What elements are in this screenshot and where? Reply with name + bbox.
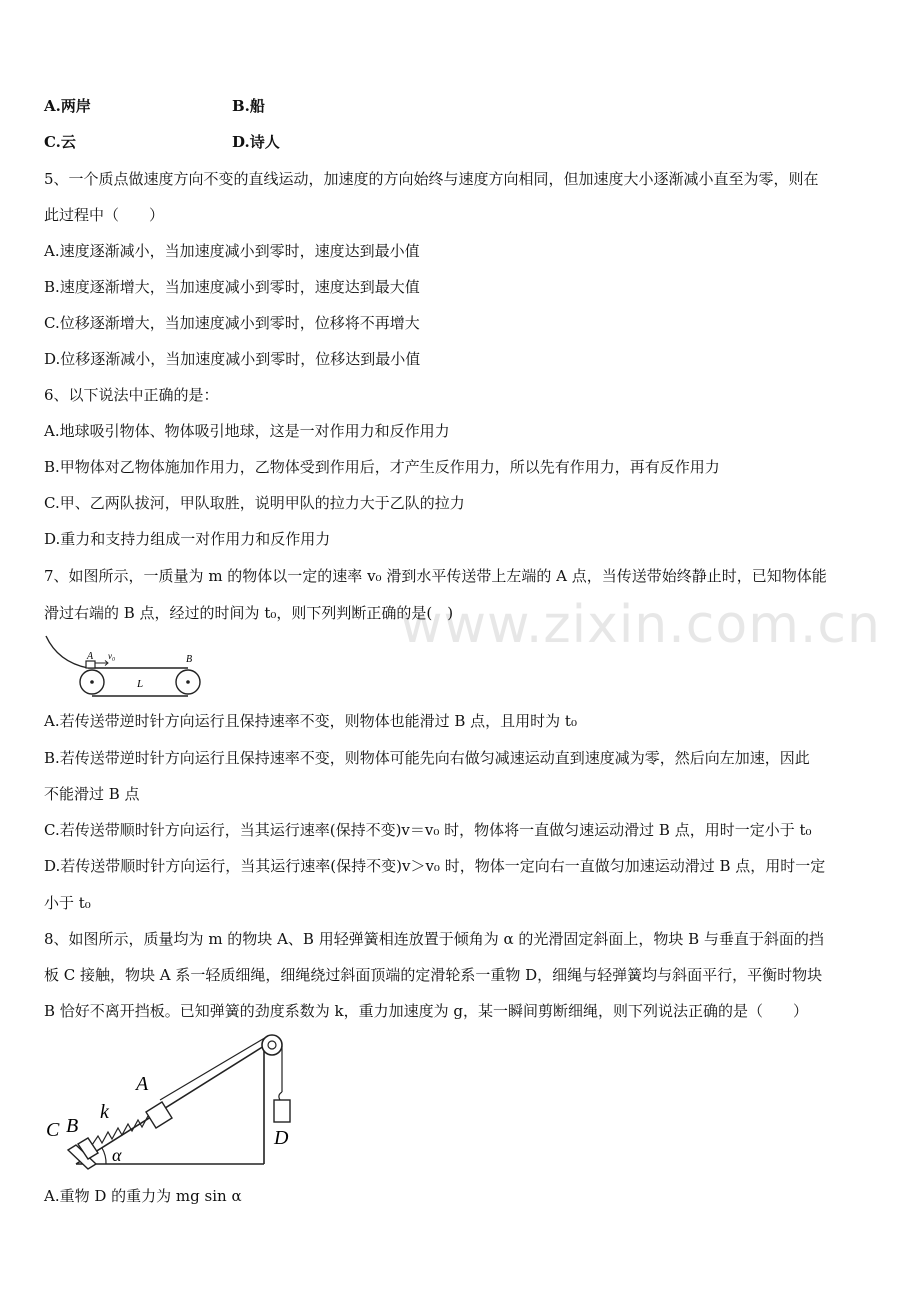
fig8-label-c: C (46, 1119, 60, 1141)
q7-option-d-line1: D.若传送带顺时针方向运行，当其运行速率(保持不变)v＞v₀ 时，物体一定向右一直做匀加速运动滑过 B 点，用时一定 (44, 857, 826, 875)
q6-option-b: B.甲物体对乙物体施加作用力，乙物体受到作用后，才产生反作用力，所以先有作用力，再有反作用力 (44, 458, 720, 476)
q7-option-c: C.若传送带顺时针方向运行，当其运行速率(保持不变)v＝v₀ 时，物体将一直做匀速运动滑过 B 点，用时一定小于 t₀ (44, 821, 812, 839)
q8-stem-line2: 板 C 接触，物块 A 系一轻质细绳，细绳绕过斜面顶端的定滑轮系一重物 D，细绳与轻弹簧均与斜面平行，平衡时物块 (44, 966, 823, 984)
fig8-label-k: k (100, 1101, 109, 1123)
watermark: www.zixin.com.cn (400, 595, 881, 655)
q7-option-a: A.若传送带逆时针方向运行且保持速率不变，则物体也能滑过 B 点，且用时为 t₀ (44, 712, 577, 730)
q5-stem-line2: 此过程中（ ） (44, 206, 165, 224)
q4-option-d: D.诗人 (232, 133, 280, 151)
q8-stem-line1: 8、如图所示，质量均为 m 的物块 A、B 用轻弹簧相连放置于倾角为 α 的光滑固定斜面上，物块 B 与垂直于斜面的挡 (44, 930, 824, 948)
q7-option-b-line2: 不能滑过 B 点 (44, 785, 140, 803)
q6-option-c: C.甲、乙两队拔河，甲队取胜，说明甲队的拉力大于乙队的拉力 (44, 494, 465, 512)
fig7-label-l: L (137, 678, 144, 690)
q7-option-d-line2: 小于 t₀ (44, 894, 91, 912)
q6-stem: 6、以下说法中正确的是： (44, 386, 219, 404)
q4-option-a: A.两岸 (44, 97, 91, 115)
fig8-label-alpha: α (112, 1145, 122, 1165)
fig7-label-a: A (87, 651, 94, 662)
q6-option-d: D.重力和支持力组成一对作用力和反作用力 (44, 530, 331, 548)
q4-option-c: C.云 (44, 133, 76, 151)
conveyor-belt-figure (40, 632, 210, 704)
fig8-label-b: B (66, 1115, 79, 1137)
incline-figure (42, 1032, 302, 1172)
fig8-label-a: A (136, 1073, 149, 1095)
q4-option-b: B.船 (232, 97, 265, 115)
q8-stem-line3: B 恰好不离开挡板。已知弹簧的劲度系数为 k，重力加速度为 g，某一瞬间剪断细绳，则下列说法正确的是（ ） (44, 1002, 809, 1020)
q7-stem-line2: 滑过右端的 B 点，经过的时间为 t₀，则下列判断正确的是( ) (44, 604, 454, 622)
q8-option-a: A.重物 D 的重力为 mg sin α (44, 1187, 242, 1205)
q5-option-d: D.位移逐渐减小，当加速度减小到零时，位移达到最小值 (44, 350, 421, 368)
q5-stem-line1: 5、一个质点做速度方向不变的直线运动，加速度的方向始终与速度方向相同，但加速度大小逐渐减小直至为零，则在 (44, 170, 819, 188)
q5-option-b: B.速度逐渐增大，当加速度减小到零时，速度达到最大值 (44, 278, 420, 296)
q5-option-a: A.速度逐渐减小，当加速度减小到零时，速度达到最小值 (44, 242, 420, 260)
fig8-label-d: D (274, 1127, 289, 1149)
q5-option-c: C.位移逐渐增大，当加速度减小到零时，位移将不再增大 (44, 314, 420, 332)
q7-stem-line1: 7、如图所示，一质量为 m 的物体以一定的速率 v₀ 滑到水平传送带上左端的 A 点，当传送带始终静止时，已知物体能 (44, 567, 827, 585)
fig7-label-v0: v₀ (108, 651, 116, 661)
fig7-label-b: B (186, 654, 193, 665)
q6-option-a: A.地球吸引物体、物体吸引地球，这是一对作用力和反作用力 (44, 422, 450, 440)
q7-option-b-line1: B.若传送带逆时针方向运行且保持速率不变，则物体可能先向右做匀减速运动直到速度减为零，然后向左加速，因此 (44, 749, 810, 767)
